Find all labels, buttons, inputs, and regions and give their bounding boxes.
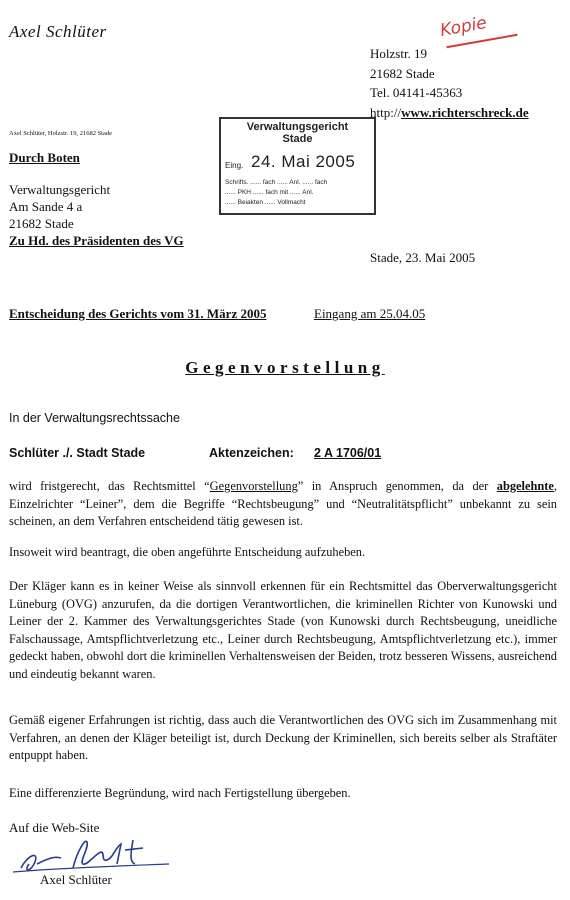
paragraph-3: Der Kläger kann es in keiner Weise als sinnvoll erkennen für ein Rechtsmittel das Oberverwaltungsgericht Lüneburg (OVG) anzurufen, da die dortigen Verantwortlichen, die kriminellen Richter von Kunowski und Leiner der 2. Kammer des Verwaltungsgerichtes Stade (von Kunowski durch Rechtsbeugung, uneidliche Falschaussage, Amtspflichtverletzung etc., Leiner durch Rechtsbeugung, Amtspflichtverletzung etc.), immer gedeckt haben, obwohl dort die kriminellen Verhaltensweisen der Beiden, trotz besseren Wissens, ausreichend und eindeutig bekannt waren. bbox=[9, 579, 557, 681]
rechtssache-intro: In der Verwaltungsrechtssache bbox=[9, 411, 180, 425]
recipient-line-2: Am Sande 4 a bbox=[9, 199, 83, 214]
stamp-row-2: ...... PKH ...... fach mit ...... Anl. bbox=[225, 189, 314, 196]
recipient-line-4: Zu Hd. des Präsidenten des VG bbox=[9, 233, 184, 248]
stamp-row-1: Schrifts. ...... fach ...... Anl. ...... fach bbox=[225, 179, 328, 186]
sender-small-line: Axel Schlüter, Holzstr. 19, 21682 Stade bbox=[9, 130, 113, 137]
letter-date: Stade, 23. Mai 2005 bbox=[370, 250, 476, 265]
recipient-line-1: Verwaltungsgericht bbox=[9, 182, 111, 197]
eingang-note: Eingang am 25.04.05 bbox=[314, 306, 426, 321]
p1-abgelehnte: abgelehnte bbox=[496, 479, 554, 493]
sender-web bbox=[370, 103, 529, 123]
kopie-stamp: Kopie bbox=[438, 13, 489, 41]
closing-line: Auf die Web-Site bbox=[9, 820, 100, 835]
aktenzeichen-label: Aktenzeichen: bbox=[209, 446, 294, 460]
stamp-row-3: ...... Beiakten ...... Vollmacht bbox=[225, 199, 306, 206]
delivery-note: Durch Boten bbox=[9, 150, 80, 165]
stamp-date: 24. Mai 2005 bbox=[251, 152, 356, 171]
paragraph-2: Insoweit wird beantragt, die oben angeführte Entscheidung aufzuheben. bbox=[9, 545, 366, 559]
p1-gegenvorstellung: Gegenvorstellung bbox=[209, 479, 298, 493]
stamp-header bbox=[221, 121, 374, 145]
paragraph-4: Gemäß eigener Erfahrungen ist richtig, dass auch die Verantwortlichen des OVG sich im Zusammenhang mit Verfahren, an denen der Kläger beteiligt ist, durch Deckung der Kriminellen, sich bereits selber als Straftäter entpuppt haben. bbox=[9, 713, 557, 762]
signature-name: Axel Schlüter bbox=[40, 872, 112, 887]
stamp-eing-label: Eing. bbox=[225, 161, 244, 170]
stamp-court: Verwaltungsgericht bbox=[246, 121, 349, 133]
stamp-city: Stade bbox=[282, 133, 313, 145]
p1-part-c: ” in Anspruch genommen, da der bbox=[297, 479, 497, 493]
sender-city: 21682 Stade bbox=[370, 65, 435, 81]
paragraph-1 bbox=[9, 478, 557, 531]
document-title: Gegenvorstellung bbox=[185, 358, 385, 377]
p1-part-e: , Einzelrichter “Leiner”, dem die Begriffe “Rechtsbeugung” und “Neutralitätspflicht” unbekannt zu sein scheinen, an dem Verfahren entscheidend tätig gewesen ist. bbox=[9, 479, 558, 528]
court-receipt-stamp bbox=[219, 117, 376, 215]
web-prefix: http:// bbox=[370, 104, 402, 120]
recipient-address bbox=[9, 181, 184, 249]
sender-address bbox=[370, 44, 529, 122]
subject-line: Entscheidung des Gerichts vom 31. März 2005 bbox=[9, 306, 267, 321]
paragraph-5: Eine differenzierte Begründung, wird nach Fertigstellung übergeben. bbox=[9, 786, 351, 800]
sender-name-heading: Axel Schlüter bbox=[9, 22, 107, 41]
parties-line: Schlüter ./. Stadt Stade bbox=[9, 446, 146, 460]
handwritten-signature bbox=[9, 828, 179, 878]
sender-phone: Tel. 04141-45363 bbox=[370, 85, 463, 100]
p1-part-a: wird fristgerecht, das Rechtsmittel “ bbox=[9, 479, 210, 493]
sender-street: Holzstr. 19 bbox=[370, 46, 428, 61]
web-domain-link[interactable]: www.richterschreck.de bbox=[401, 104, 529, 120]
recipient-line-3: 21682 Stade bbox=[9, 216, 74, 231]
aktenzeichen-value: 2 A 1706/01 bbox=[314, 446, 382, 460]
